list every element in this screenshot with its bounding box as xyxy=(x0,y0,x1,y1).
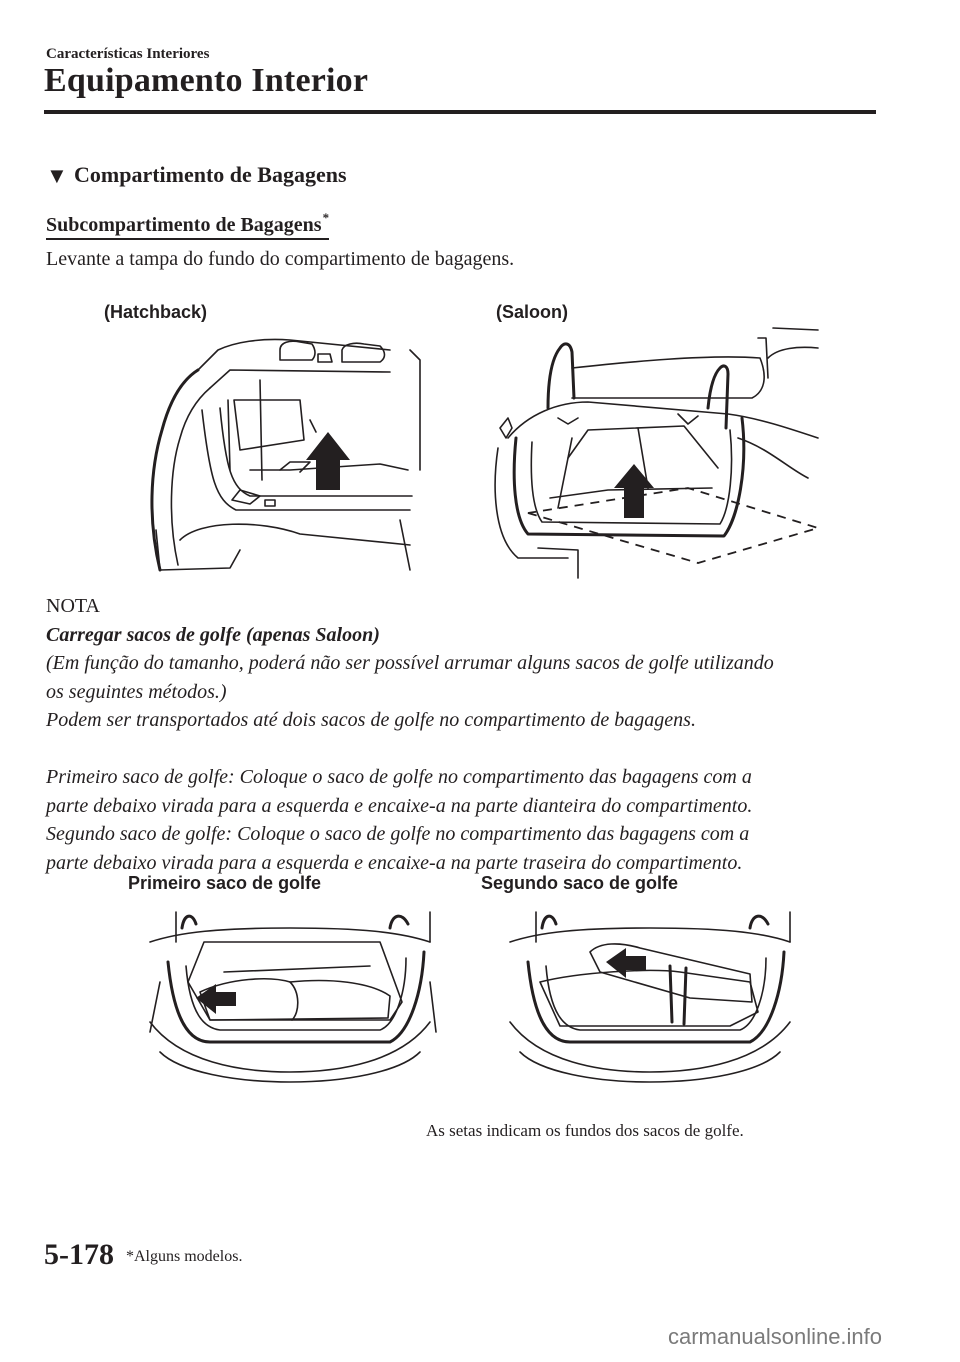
note-line: Podem ser transportados até dois sacos de golfe no compartimento de bagagens. xyxy=(46,709,696,731)
note-line: (Em função do tamanho, poderá não ser possível arrumar alguns sacos de golfe utilizando xyxy=(46,652,774,674)
note-line: parte debaixo virada para a esquerda e encaixe-a na parte dianteira do compartimento. xyxy=(46,794,753,817)
second-golf-bag-label: Segundo saco de golfe xyxy=(481,873,679,893)
subheading-text: Subcompartimento de Bagagens xyxy=(46,214,322,236)
hatchback-label: (Hatchback) xyxy=(104,302,208,322)
body-text: Levante a tampa do fundo do compartimento de bagagens. xyxy=(46,248,515,270)
page-title: Equipamento Interior xyxy=(44,62,369,99)
section-label: Características Interiores xyxy=(46,46,210,62)
subheading xyxy=(46,206,329,240)
note-title: NOTA xyxy=(46,595,100,617)
hatchback-illustration xyxy=(140,320,430,580)
figure-caption: As setas indicam os fundos dos sacos de golfe. xyxy=(426,1121,744,1140)
subheading-asterisk: * xyxy=(322,210,330,225)
saloon-label: (Saloon) xyxy=(496,302,568,322)
footnote: *Alguns modelos. xyxy=(126,1248,243,1265)
note-spacer xyxy=(46,735,906,764)
note-line: os seguintes métodos.) xyxy=(46,680,227,703)
note-line: parte debaixo virada para a esquerda e encaixe-a na parte traseira do compartimento. xyxy=(46,851,743,874)
section-heading: Compartimento de Bagagens xyxy=(74,162,347,187)
note-line: Primeiro saco de golfe: Coloque o saco de golfe no compartimento das bagagens com a xyxy=(46,766,752,788)
second-golf-bag-illustration xyxy=(500,902,800,1102)
page-number: 5-178 xyxy=(44,1238,114,1271)
saloon-illustration xyxy=(488,318,828,588)
watermark: carmanualsonline.info xyxy=(668,1324,883,1349)
first-golf-bag-illustration xyxy=(140,902,440,1102)
note-line: Segundo saco de golfe: Coloque o saco de golfe no compartimento das bagagens com a xyxy=(46,823,750,845)
first-golf-bag-label: Primeiro saco de golfe xyxy=(128,873,322,893)
note-subtitle: Carregar sacos de golfe (apenas Saloon) xyxy=(46,623,380,646)
note-block xyxy=(46,592,906,877)
title-rule xyxy=(44,110,876,114)
section-triangle-icon: ▼ xyxy=(46,163,68,188)
